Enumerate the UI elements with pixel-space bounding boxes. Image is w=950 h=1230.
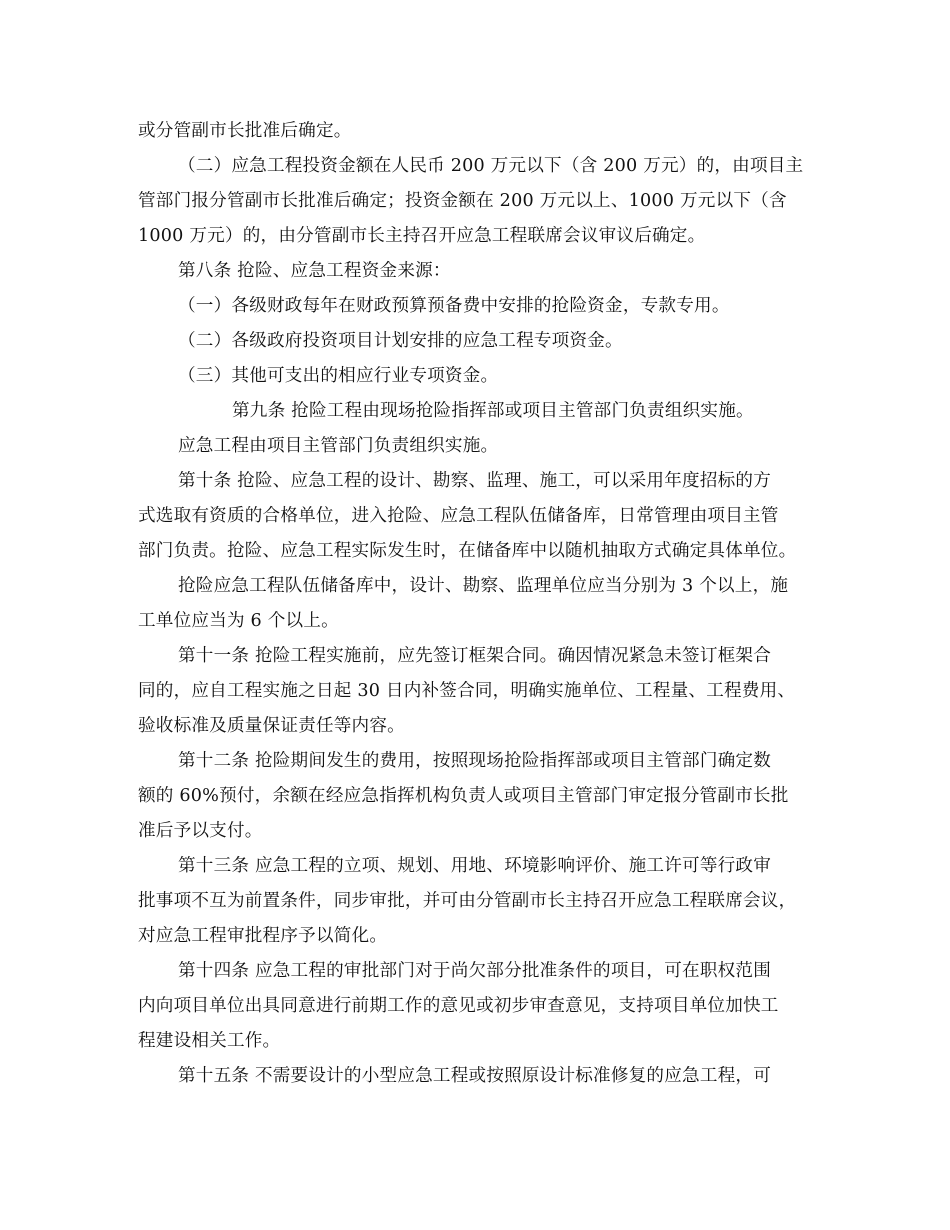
text-line: 批事项不互为前置条件，同步审批，并可由分管副市长主持召开应急工程联席会议， (138, 891, 797, 911)
text-line: 第八条 抢险、应急工程资金来源： (178, 261, 451, 281)
text-line: 第十五条 不需要设计的小型应急工程或按照原设计标准修复的应急工程，可 (178, 1066, 771, 1086)
text-line: 工单位应当为 6 个以上。 (138, 611, 339, 631)
text-line: 第十一条 抢险工程实施前，应先签订框架合同。确因情况紧急未签订框架合 (178, 646, 771, 666)
text-line: 同的，应自工程实施之日起 30 日内补签合同，明确实施单位、工程量、工程费用、 (138, 681, 796, 701)
text-line: 内向项目单位出具同意进行前期工作的意见或初步审查意见，支持项目单位加快工 (138, 996, 779, 1016)
text-line: 部门负责。抢险、应急工程实际发生时，在储备库中以随机抽取方式确定具体单位。 (138, 541, 797, 561)
text-line: 第十三条 应急工程的立项、规划、用地、环境影响评价、施工许可等行政审 (178, 856, 771, 876)
text-line: 程建设相关工作。 (138, 1031, 281, 1051)
text-line: （一）各级财政每年在财政预算预备费中安排的抢险资金，专款专用。 (178, 296, 730, 316)
text-line: 验收标准及质量保证责任等内容。 (138, 716, 405, 736)
text-line: 准后予以支付。 (138, 821, 263, 841)
text-line: 第十四条 应急工程的审批部门对于尚欠部分批准条件的项目，可在职权范围 (178, 961, 771, 981)
text-line: 式选取有资质的合格单位，进入抢险、应急工程队伍储备库，日常管理由项目主管 (138, 506, 779, 526)
text-line: 1000 万元）的，由分管副市长主持召开应急工程联席会议审议后确定。 (138, 226, 706, 246)
text-line: 对应急工程审批程序予以简化。 (138, 926, 388, 946)
text-line: 或分管副市长批准后确定。 (138, 121, 352, 141)
text-line: 第十二条 抢险期间发生的费用，按照现场抢险指挥部或项目主管部门确定数 (178, 751, 771, 771)
text-line: 第十条 抢险、应急工程的设计、勘察、监理、施工，可以采用年度招标的方 (178, 471, 771, 491)
text-line: 管部门报分管副市长批准后确定；投资金额在 200 万元以上、1000 万元以下（含 (138, 191, 787, 211)
text-line: 第九条 抢险工程由现场抢险指挥部或项目主管部门负责组织实施。 (232, 401, 754, 421)
text-line: （二）各级政府投资项目计划安排的应急工程专项资金。 (178, 331, 623, 351)
text-line: 应急工程由项目主管部门负责组织实施。 (178, 436, 499, 456)
text-line: 额的 60%预付，余额在经应急指挥机构负责人或项目主管部门审定报分管副市长批 (138, 786, 789, 806)
text-line: 抢险应急工程队伍储备库中，设计、勘察、监理单位应当分别为 3 个以上，施 (178, 576, 789, 596)
text-line: （二）应急工程投资金额在人民币 200 万元以下（含 200 万元）的，由项目主 (178, 156, 804, 176)
text-line: （三）其他可支出的相应行业专项资金。 (178, 366, 499, 386)
